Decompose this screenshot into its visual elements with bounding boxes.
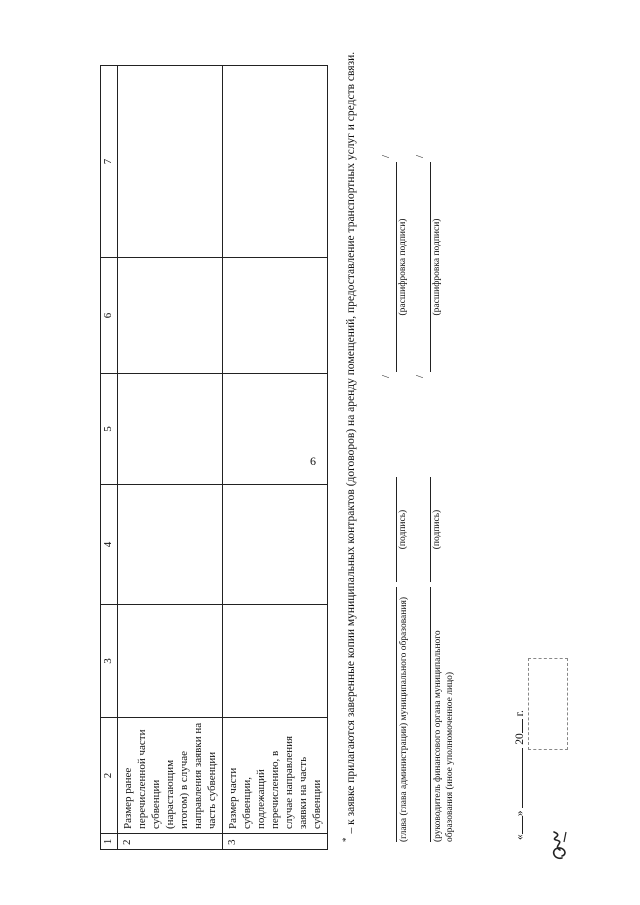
header-cell: 4 <box>101 485 118 605</box>
date-suffix: г. <box>514 710 526 717</box>
date-open-quote: « <box>514 834 526 840</box>
table-cell <box>223 605 328 718</box>
table-cell <box>118 485 223 605</box>
slash-mark: / <box>414 154 426 158</box>
handwritten-signature-icon <box>548 828 572 862</box>
table-cell <box>223 66 328 258</box>
rotated-page-content <box>100 50 580 850</box>
table-row <box>223 66 328 850</box>
row-description: Размер части субвенции, подлежащий перечислению, в случае направления заявки на часть субвенции <box>223 718 328 834</box>
row-number: 3 <box>223 834 328 850</box>
table-cell <box>118 605 223 718</box>
header-cell: 5 <box>101 374 118 485</box>
head-position-label: (глава (глава администрации) муниципального образования) <box>396 587 410 842</box>
page-number: 6 <box>310 454 316 468</box>
year-blank <box>522 719 523 733</box>
day-blank <box>522 816 523 834</box>
head-signature-line: (подпись) <box>396 477 408 582</box>
slash-mark: / <box>380 154 392 158</box>
date-century: 20 <box>514 733 526 745</box>
footnote-text: – к заявке прилагаются заверенные копии муниципальных контрактов (договоров) на аренду помещений, предоставление транспортных услуг и средств связи. <box>344 51 357 834</box>
row-number: 2 <box>118 834 223 850</box>
table-cell <box>118 66 223 258</box>
table-row <box>118 66 223 850</box>
stamp <box>528 658 568 750</box>
slash-mark: / <box>414 374 426 378</box>
footnote <box>338 50 359 850</box>
slash-mark: / <box>380 374 392 378</box>
table-cell <box>223 258 328 374</box>
table-cell <box>223 485 328 605</box>
header-cell: 7 <box>101 66 118 258</box>
month-blank <box>522 748 523 808</box>
table-cell <box>118 258 223 374</box>
footnote-mark: * <box>341 837 351 842</box>
header-cell: 2 <box>101 718 118 834</box>
finance-head-decoding-line: (расшифровка подписи) <box>430 162 442 372</box>
header-cell: 6 <box>101 258 118 374</box>
table-cell <box>223 374 328 485</box>
finance-head-signature-line: (подпись) <box>430 477 442 582</box>
row-description: Размер ранее перечисленной части субвенции (нарастающим итогом) в случае направления заявки на часть субвенции <box>118 718 223 834</box>
table-header-row <box>101 66 118 850</box>
finance-head-position-label: (руководитель финансового органа муниципального образования (иное уполномоченное лицо) <box>430 587 456 842</box>
header-cell: 1 <box>101 834 118 850</box>
head-decoding-line: (расшифровка подписи) <box>396 162 408 372</box>
date-line <box>514 710 526 840</box>
date-close-quote: » <box>514 810 526 817</box>
subvention-table <box>100 65 328 850</box>
header-cell: 3 <box>101 605 118 718</box>
table-cell <box>118 374 223 485</box>
